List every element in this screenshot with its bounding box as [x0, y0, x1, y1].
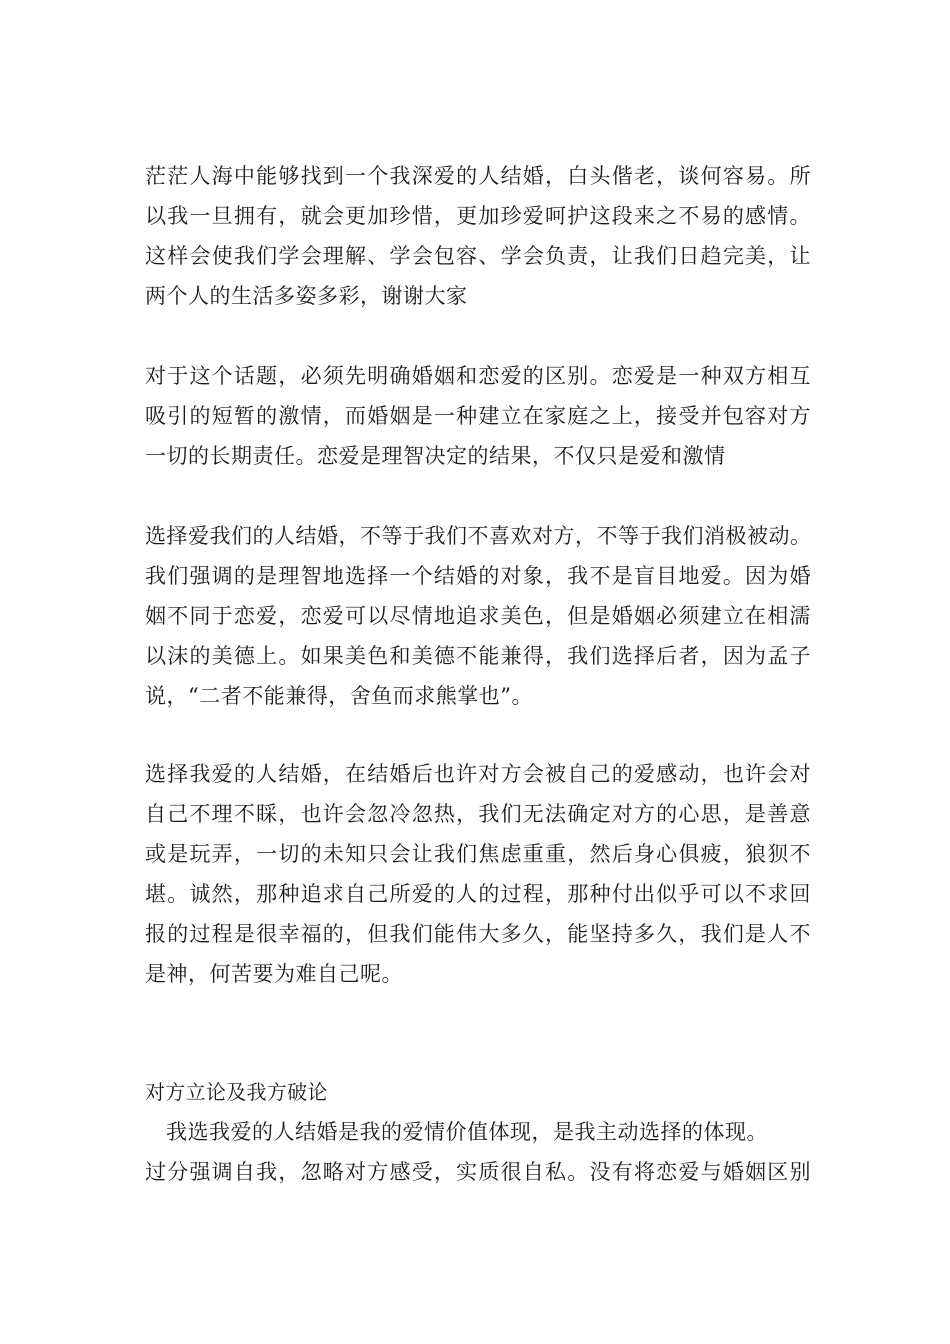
paragraph-line: 两个人的生活多姿多彩，谢谢大家	[145, 284, 468, 308]
paragraph-line: 茫茫人海中能够找到一个我深爱的人结婚，白头偕老，谈何容易。所	[145, 164, 811, 188]
section-heading: 对方立论及我方破论	[145, 1080, 328, 1104]
paragraph-line: 一切的长期责任。恋爱是理智决定的结果，不仅只是爱和激情	[145, 444, 726, 468]
section-line: 我选我爱的人结婚是我的爱情价值体现，是我主动选择的体现。	[166, 1120, 768, 1144]
paragraph-line: 这样会使我们学会理解、学会包容、学会负责，让我们日趋完美，让	[145, 244, 811, 268]
paragraph-line: 是神，何苦要为难自己呢。	[145, 962, 403, 986]
paragraph-line: 以沫的美德上。如果美色和美德不能兼得，我们选择后者，因为孟子	[145, 644, 811, 668]
paragraph-line: 我们强调的是理智地选择一个结婚的对象，我不是盲目地爱。因为婚	[145, 564, 811, 588]
paragraph-line: 选择我爱的人结婚，在结婚后也许对方会被自己的爱感动，也许会对	[145, 762, 811, 786]
paragraph-line: 堪。诚然，那种追求自己所爱的人的过程，那种付出似乎可以不求回	[145, 882, 811, 906]
paragraph-line: 以我一旦拥有，就会更加珍惜，更加珍爱呵护这段来之不易的感情。	[145, 204, 811, 228]
paragraph-line: 姻不同于恋爱，恋爱可以尽情地追求美色，但是婚姻必须建立在相濡	[145, 604, 811, 628]
paragraph-line: 报的过程是很幸福的，但我们能伟大多久，能坚持多久，我们是人不	[145, 922, 811, 946]
section-line: 过分强调自我，忽略对方感受，实质很自私。没有将恋爱与婚姻区别	[145, 1160, 811, 1184]
paragraph-line: 选择爱我们的人结婚，不等于我们不喜欢对方，不等于我们消极被动。	[145, 524, 812, 548]
paragraph-line: 对于这个话题，必须先明确婚姻和恋爱的区别。恋爱是一种双方相互	[145, 364, 811, 388]
paragraph-line: 或是玩弄，一切的未知只会让我们焦虑重重，然后身心俱疲，狼狈不	[145, 842, 811, 866]
paragraph-line: 吸引的短暂的激情，而婚姻是一种建立在家庭之上，接受并包容对方	[145, 404, 811, 428]
paragraph-line: 自己不理不睬，也许会忽冷忽热，我们无法确定对方的心思，是善意	[145, 802, 811, 826]
paragraph-line: 说，“二者不能兼得，舍鱼而求熊掌也”。	[145, 684, 533, 708]
